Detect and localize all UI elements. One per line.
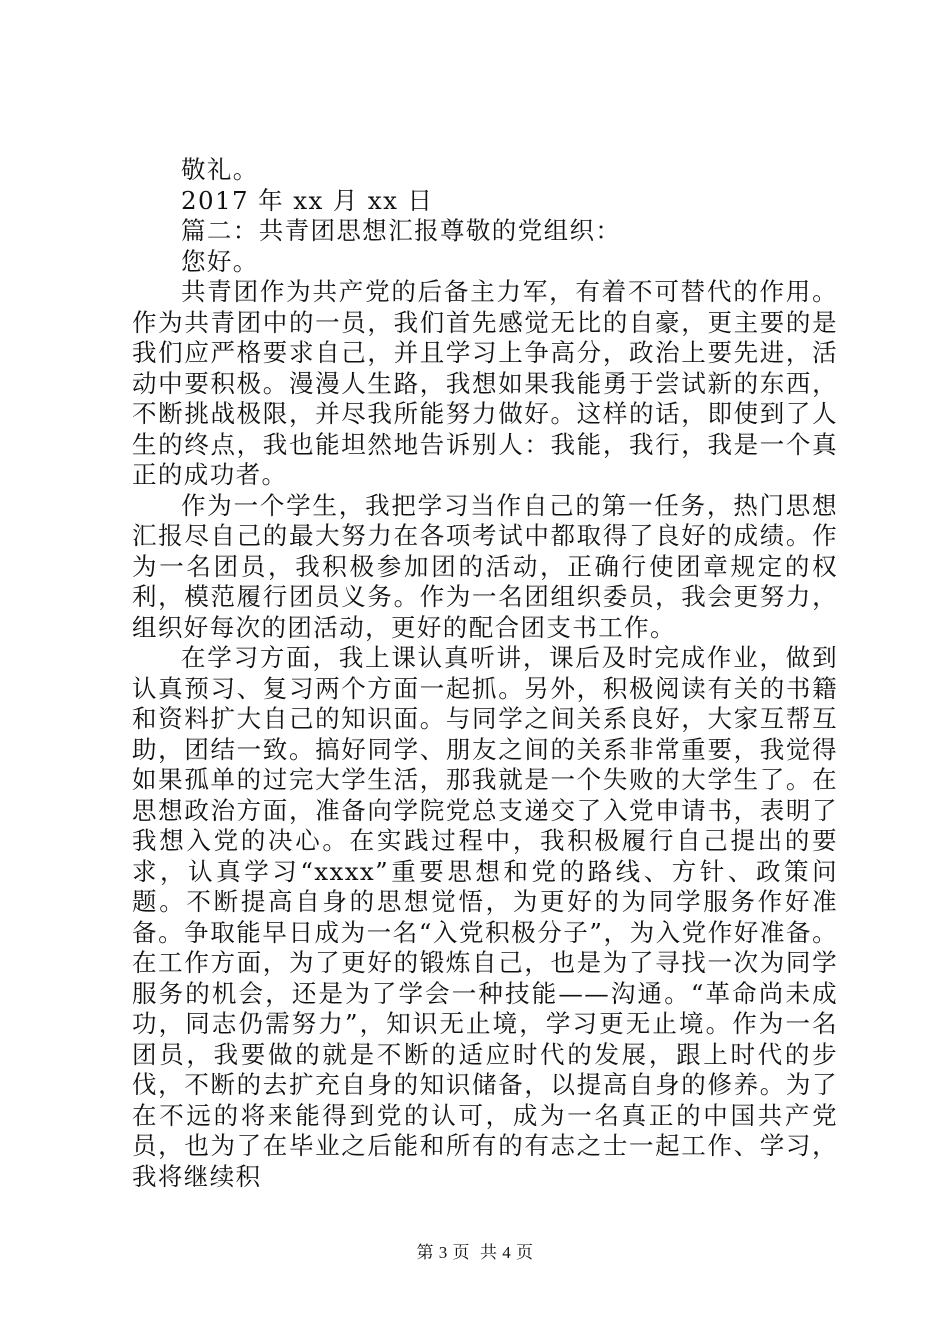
closing-salute: 敬礼。: [181, 155, 259, 184]
body-paragraph: 共青团作为共产党的后备主力军，有着不可替代的作用。作为共青团中的一员，我们首先感觉无比的自豪，更主要的是我们应严格要求自己，并且学习上争高分，政治上要先进，活动中要积极。漫漫人生路，我想如果我能勇于尝试新的东西，不断挑战极限，并尽我所能努力做好。这样的话，即使到了人生的终点，我也能坦然地告诉别人：我能，我行，我是一个真正的成功者。: [132, 277, 838, 489]
document-body: [132, 155, 838, 1192]
letter-date: 2017 年 xx 月 xx 日: [181, 185, 434, 215]
greeting: 您好。: [181, 246, 259, 276]
section-heading: 篇二：共青团思想汇报尊敬的党组织：: [181, 216, 622, 245]
page-total: 共 4 页: [480, 1243, 534, 1262]
body-paragraph: 在学习方面，我上课认真听讲，课后及时完成作业，做到认真预习、复习两个方面一起抓。另外，积极阅读有关的书籍和资料扩大自己的知识面。与同学之间关系良好，大家互帮互助，团结一致。搞好同学、朋友之间的关系非常重要，我觉得如果孤单的过完大学生活，那我就是一个失败的大学生了。在思想政治方面，准备向学院党总支递交了入党申请书，表明了我想入党的决心。在实践过程中，我积极履行自己提出的要求，认真学习“xxxx”重要思想和党的路线、方针、政策问题。不断提高自身的思想觉悟，为更好的为同学服务作好准备。争取能早日成为一名“入党积极分子”，为入党作好准备。在工作方面，为了更好的锻炼自己，也是为了寻找一次为同学服务的机会，还是为了学会一种技能——沟通。“革命尚未成功，同志仍需努力”，知识无止境，学习更无止境。作为一名团员，我要做的就是不断的适应时代的发展，跟上时代的步伐，不断的去扩充自身的知识储备，以提高自身的修养。为了在不远的将来能得到党的认可，成为一名真正的中国共产党员，也为了在毕业之后能和所有的有志之士一起工作、学习，我将继续积: [132, 643, 838, 1191]
page-number: 第 3 页: [416, 1243, 470, 1262]
body-paragraph: 作为一个学生，我把学习当作自己的第一任务，热门思想汇报尽自己的最大努力在各项考试中都取得了良好的成绩。作为一名团员，我积极参加团的活动，正确行使团章规定的权利，模范履行团员义务。作为一名团组织委员，我会更努力，组织好每次的团活动，更好的配合团支书工作。: [132, 490, 838, 642]
page-footer: [0, 1242, 950, 1264]
